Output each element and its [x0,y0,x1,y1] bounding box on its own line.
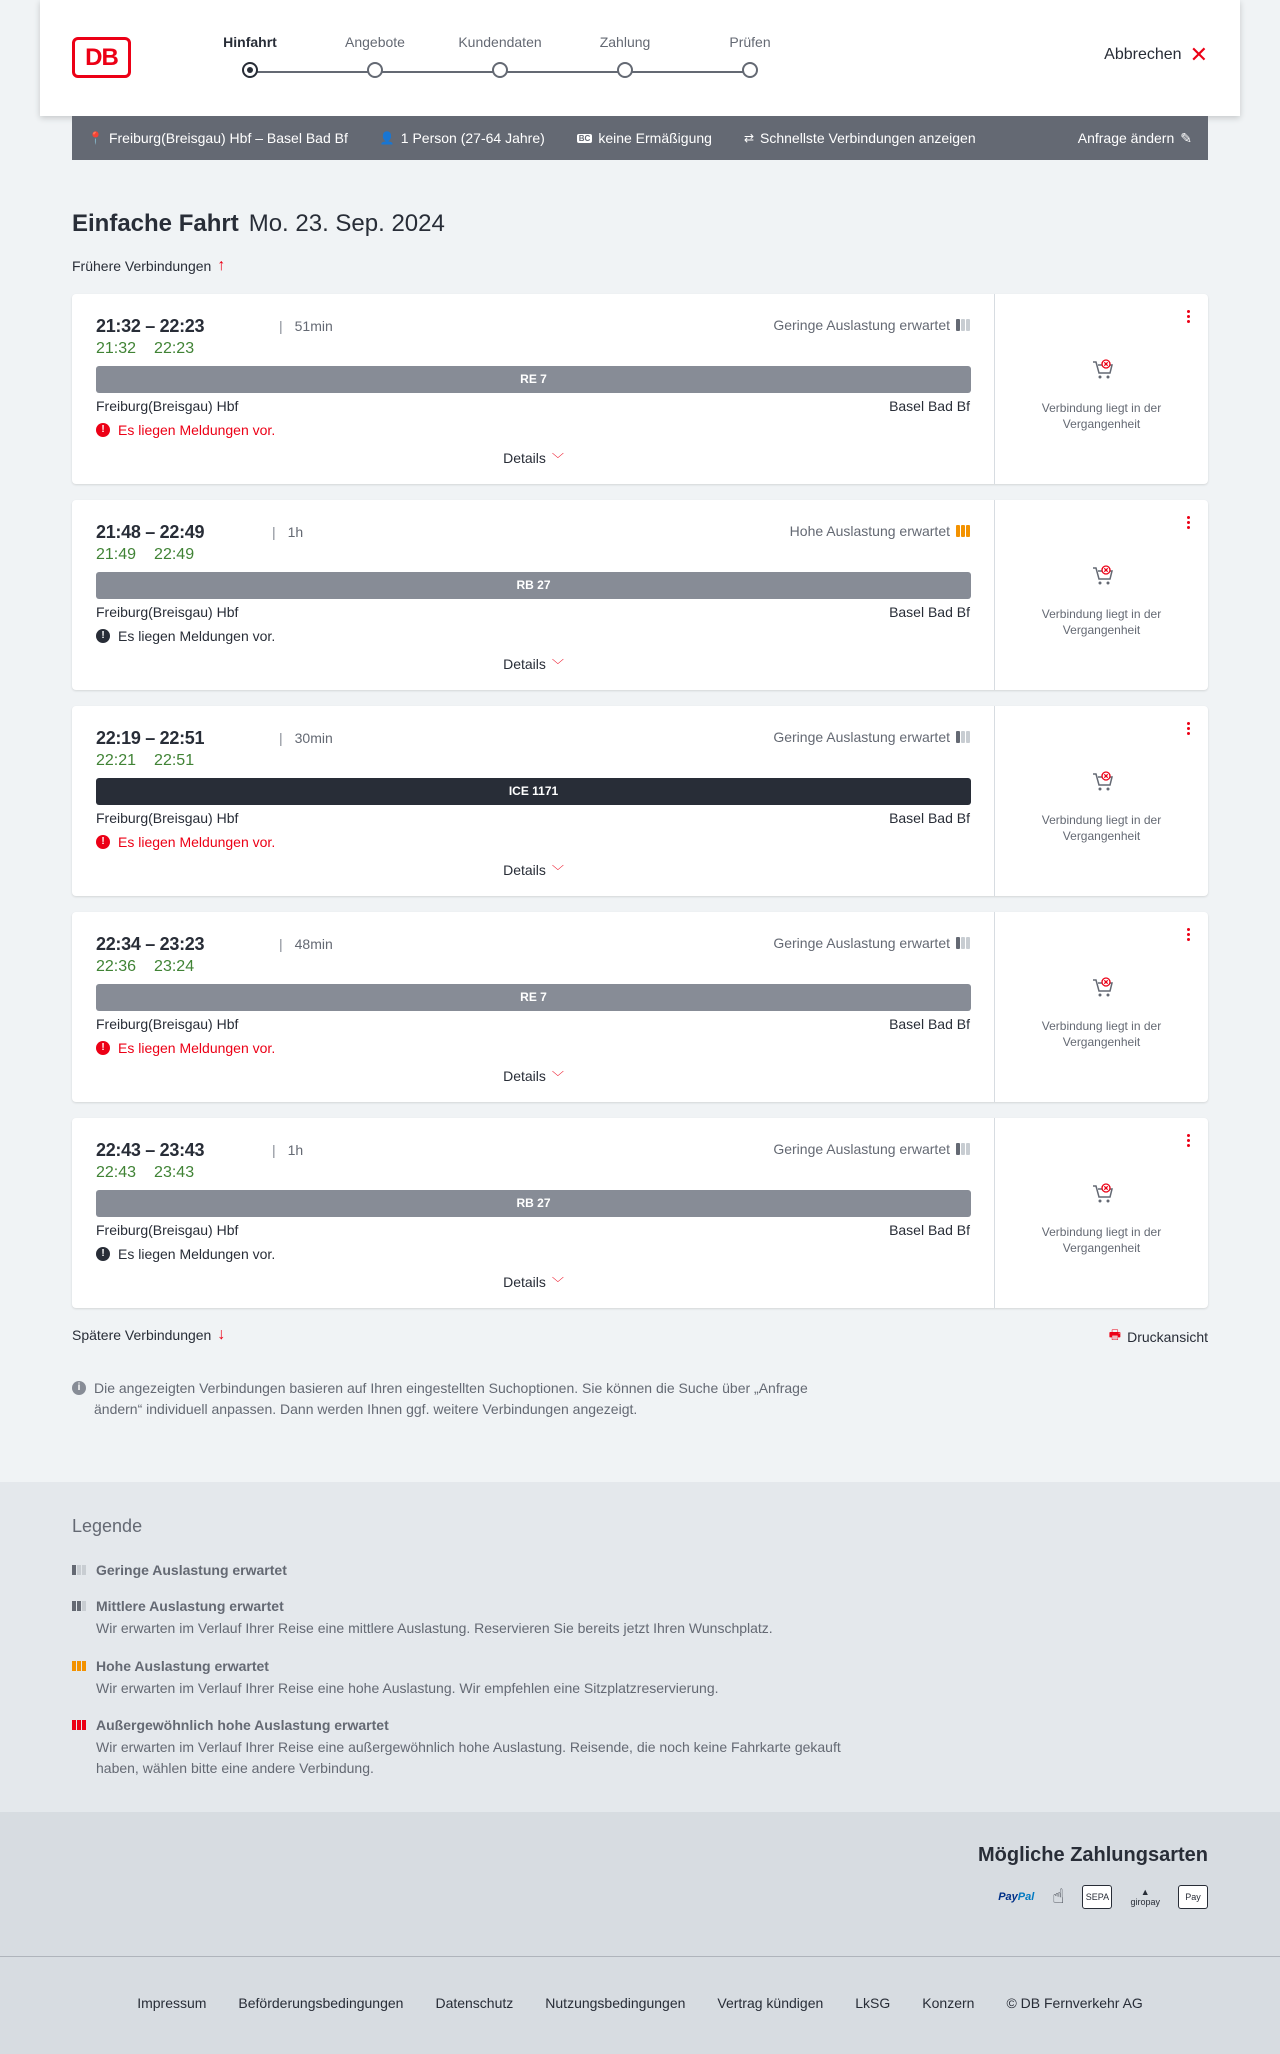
details-toggle[interactable] [72,1274,995,1291]
departure-station: Freiburg(Breisgau) Hbf [96,810,239,826]
earlier-connections-link[interactable] [72,257,225,275]
footer-link[interactable]: Datenschutz [435,1995,514,2011]
occupancy-low-icon [956,937,970,949]
details-toggle[interactable] [72,450,995,467]
past-connection-notice: Verbindung liegt in der Vergangenheit [1041,607,1162,637]
footer-link[interactable]: Impressum [137,1995,207,2011]
connection-main [72,912,995,1102]
route-info [88,130,348,146]
realtime-arrival: 22:23 [154,340,195,357]
legend-item-title: Hohe Auslastung erwartet [96,1658,269,1674]
payment-title: Mögliche Zahlungsarten [977,1844,1208,1866]
step-dot [492,62,508,78]
details-label: Details [503,1274,546,1290]
connection-status-panel [995,294,1208,484]
chevron-down-icon: ﹀ [551,452,564,466]
occupancy-label: Geringe Auslastung erwartet [773,729,950,745]
occupancy-label: Geringe Auslastung erwartet [773,1141,950,1157]
details-label: Details [503,656,546,672]
request-summary-bar [72,116,1208,160]
passenger-info [380,130,545,146]
alert-icon: ! [96,629,110,643]
bahncard-icon: BC [578,133,591,143]
duration-value: 30min [294,730,333,746]
contactless-card-icon: ☝ [1052,1886,1065,1908]
connection-card[interactable] [72,500,1208,690]
pencil-icon: ✎ [1180,129,1192,146]
duration-value: 1h [287,1142,304,1158]
message-notice [96,1246,275,1262]
legend-item-desc: Wir erwarten im Verlauf Ihrer Reise eine mittlere Auslastung. Reservieren Sie bereits jetzt Ihren Wunschplatz. [96,1620,773,1636]
legend-title: Legende [72,1516,143,1536]
connection-status-panel [995,706,1208,896]
footer-links [0,1995,1280,2011]
occupancy-low-icon [72,1565,88,1575]
train-line-bar[interactable]: RE 7 [96,984,971,1011]
departure-station: Freiburg(Breisgau) Hbf [96,1222,239,1238]
paypal-text-a: Pay [998,1890,1018,1903]
connection-card[interactable] [72,912,1208,1102]
arrival-station: Basel Bad Bf [889,810,970,826]
search-info-note [72,1378,852,1420]
planned-times: 22:43 – 23:43 [96,1140,205,1160]
info-text: Die angezeigten Verbindungen basieren auf Ihren eingestellten Suchoptionen. Sie können die Suche über „Anfrage ändern“ individuell anpassen. Dann werden Ihnen ggf. weitere Verbindungen angezeigt. [94,1380,808,1417]
connection-status-panel [995,500,1208,690]
duration-value: 48min [294,936,333,952]
printer-icon: 🖶 [1108,1327,1122,1342]
connection-status-panel [995,1118,1208,1308]
legend-item-high [72,1658,852,1699]
connection-card[interactable] [72,1118,1208,1308]
legend-item-desc: Wir erwarten im Verlauf Ihrer Reise eine außergewöhnlich hohe Auslastung. Reisende, die noch keine Fahrkarte gekauft haben, wählen bitte eine andere Verbindung. [96,1739,841,1776]
arrival-station: Basel Bad Bf [889,1222,970,1238]
realtime-departure: 21:32 [96,340,137,357]
giropay-icon: ▲ giropay [1130,1886,1160,1907]
realtime-arrival: 23:24 [154,958,195,975]
step-label: Prüfen [729,34,771,50]
duration-value: 1h [287,524,304,540]
alert-icon: ! [96,1247,110,1261]
alert-icon: ! [96,423,110,437]
print-label: Druckansicht [1127,1329,1208,1345]
realtime-times [96,340,212,358]
step-label: Hinfahrt [223,34,277,50]
details-toggle[interactable] [72,1068,995,1085]
connection-card[interactable] [72,706,1208,896]
occupancy-indicator [773,1141,970,1157]
payment-icons [998,1884,1208,1909]
occupancy-label: Geringe Auslastung erwartet [773,935,950,951]
discount-info [577,130,712,146]
more-options-icon[interactable] [1184,514,1192,531]
step-label: Angebote [345,34,405,50]
legend-item-low [72,1562,852,1578]
realtime-departure: 22:21 [96,752,137,769]
later-label: Spätere Verbindungen [72,1327,212,1343]
chevron-down-icon: ﹀ [551,658,564,672]
departure-station: Freiburg(Breisgau) Hbf [96,604,239,620]
chevron-down-icon: ﹀ [551,1070,564,1084]
alert-icon: ! [96,1041,110,1055]
connection-main [72,706,995,896]
step-zahlung [555,34,695,78]
chevron-down-icon: ﹀ [551,1276,564,1290]
details-toggle[interactable] [72,656,995,673]
header [40,0,1240,116]
realtime-departure: 22:36 [96,958,137,975]
footer-link[interactable]: LkSG [855,1995,891,2011]
train-line-bar[interactable]: RB 27 [96,1190,971,1217]
discount-label: keine Ermäßigung [598,130,712,146]
planned-times: 21:48 – 22:49 [96,522,205,542]
legend-item-desc: Wir erwarten im Verlauf Ihrer Reise eine hohe Auslastung. Wir empfehlen eine Sitzplatzreservierung. [96,1680,719,1696]
step-angebote [305,34,445,78]
cancel-label: Abbrechen [1104,46,1182,63]
footer-link[interactable]: Konzern [922,1995,975,2011]
legend-section [0,1482,1280,1812]
more-options-icon[interactable] [1184,1132,1192,1149]
print-view-button[interactable] [1109,1326,1208,1348]
departure-station: Freiburg(Breisgau) Hbf [96,398,239,414]
realtime-times [96,546,212,564]
footer-link[interactable]: Nutzungsbedingungen [545,1995,686,2011]
occupancy-low-icon [956,1143,970,1155]
more-options-icon[interactable] [1184,308,1192,325]
connection-main [72,1118,995,1308]
realtime-times [96,1164,212,1182]
duration: | 1h [272,524,304,540]
connection-main [72,500,995,690]
arrival-station: Basel Bad Bf [889,604,970,620]
step-label: Kundendaten [458,34,542,50]
duration: | 51min [279,318,333,334]
page-title [72,210,445,238]
message-text: Es liegen Meldungen vor. [118,1246,276,1262]
occupancy-label: Hohe Auslastung erwartet [789,523,950,539]
planned-times: 22:19 – 22:51 [96,728,205,748]
db-logo[interactable]: DB [72,37,131,78]
person-icon: 👤 [379,131,395,145]
past-connection-notice: Verbindung liegt in der Vergangenheit [1041,1019,1162,1049]
message-text: Es liegen Meldungen vor. [118,1040,276,1056]
realtime-times [96,752,212,770]
cart-unavailable-icon [1091,770,1115,794]
location-pin-icon: 📍 [88,131,103,145]
message-text: Es liegen Meldungen vor. [118,628,276,644]
footer [0,1956,1280,2054]
occupancy-low-icon [956,319,970,331]
message-text: Es liegen Meldungen vor. [118,422,276,438]
step-hinfahrt[interactable] [180,34,320,78]
change-request-label: Anfrage ändern [1077,130,1175,146]
more-options-icon[interactable] [1184,926,1192,943]
later-connections-link[interactable] [72,1326,225,1344]
details-label: Details [503,862,546,878]
cart-unavailable-icon [1091,1182,1115,1206]
giropay-label: giropay [1130,1896,1160,1907]
arrival-station: Basel Bad Bf [889,398,970,414]
legend-item-title: Mittlere Auslastung erwartet [96,1598,284,1614]
swap-arrows-icon: ⇄ [743,131,755,145]
step-dot [742,62,758,78]
chevron-down-icon: ﹀ [551,864,564,878]
realtime-arrival: 22:49 [154,546,195,563]
footer-link[interactable]: Vertrag kündigen [717,1995,824,2011]
close-icon: ✕ [1189,42,1208,67]
apple-pay-icon: Pay [1178,1885,1208,1909]
message-notice [96,1040,275,1056]
info-icon: i [72,1381,86,1395]
cart-unavailable-icon [1091,976,1115,1000]
paypal-icon [998,1891,1034,1903]
past-connection-notice: Verbindung liegt in der Vergangenheit [1041,1225,1162,1255]
passenger-label: 1 Person (27-64 Jahre) [400,130,545,146]
train-line-bar[interactable]: RB 27 [96,572,971,599]
duration: | 30min [279,730,333,746]
change-request-button[interactable] [1078,130,1192,147]
arrow-up-icon: ↑ [217,257,226,274]
payment-methods-section [0,1812,1280,1956]
connection-main [72,294,995,484]
cart-unavailable-icon [1091,358,1115,382]
message-notice [96,834,275,850]
step-dot [367,62,383,78]
fastest-info [744,130,976,146]
alert-icon: ! [96,835,110,849]
legend-item-medium [72,1598,852,1639]
footer-link: © DB Fernverkehr AG [1006,1995,1143,2011]
trip-date: Mo. 23. Sep. 2024 [248,210,445,237]
step-pruefen [680,34,820,78]
occupancy-indicator [790,523,970,539]
step-kundendaten [430,34,570,78]
message-text: Es liegen Meldungen vor. [118,834,276,850]
duration: | 48min [279,936,333,952]
more-options-icon[interactable] [1184,720,1192,737]
step-dot [242,62,258,78]
departure-station: Freiburg(Breisgau) Hbf [96,1016,239,1032]
route-label: Freiburg(Breisgau) Hbf – Basel Bad Bf [108,130,348,146]
connection-status-panel [995,912,1208,1102]
past-connection-notice: Verbindung liegt in der Vergangenheit [1041,401,1162,431]
occupancy-extreme-icon [72,1720,88,1730]
realtime-departure: 22:43 [96,1164,137,1181]
realtime-times [96,958,212,976]
occupancy-label: Geringe Auslastung erwartet [773,317,950,333]
occupancy-indicator [773,729,970,745]
planned-times: 22:34 – 23:23 [96,934,205,954]
message-notice [96,422,275,438]
earlier-label: Frühere Verbindungen [72,258,212,274]
occupancy-high-icon [956,525,970,537]
connection-card[interactable] [72,294,1208,484]
realtime-departure: 21:49 [96,546,137,563]
occupancy-medium-icon [72,1601,88,1611]
arrow-down-icon: ↓ [217,1326,226,1343]
details-label: Details [503,1068,546,1084]
step-label: Zahlung [599,34,651,50]
occupancy-high-icon [72,1661,88,1671]
progress-stepper [180,34,820,94]
planned-times: 21:32 – 22:23 [96,316,205,336]
legend-item-extreme [72,1717,852,1779]
trip-type: Einfache Fahrt [72,210,239,237]
legend-item-title: Geringe Auslastung erwartet [96,1562,287,1578]
step-dot [617,62,633,78]
fastest-label: Schnellste Verbindungen anzeigen [760,130,976,146]
realtime-arrival: 23:43 [154,1164,195,1181]
duration: | 1h [272,1142,304,1158]
paypal-text-b: Pal [1017,1890,1035,1903]
occupancy-low-icon [956,731,970,743]
footer-link[interactable]: Beförderungsbedingungen [238,1995,404,2011]
train-line-bar[interactable]: RE 7 [96,366,971,393]
details-toggle[interactable] [72,862,995,879]
occupancy-indicator [773,317,970,333]
past-connection-notice: Verbindung liegt in der Vergangenheit [1041,813,1162,843]
train-line-bar[interactable]: ICE 1171 [96,778,971,805]
cancel-button[interactable] [1104,42,1208,67]
message-notice [96,628,275,644]
occupancy-indicator [773,935,970,951]
details-label: Details [503,450,546,466]
realtime-arrival: 22:51 [154,752,195,769]
cart-unavailable-icon [1091,564,1115,588]
sepa-icon: SEPA [1082,1885,1112,1909]
legend-item-title: Außergewöhnlich hohe Auslastung erwartet [96,1717,389,1733]
duration-value: 51min [294,318,333,334]
arrival-station: Basel Bad Bf [889,1016,970,1032]
